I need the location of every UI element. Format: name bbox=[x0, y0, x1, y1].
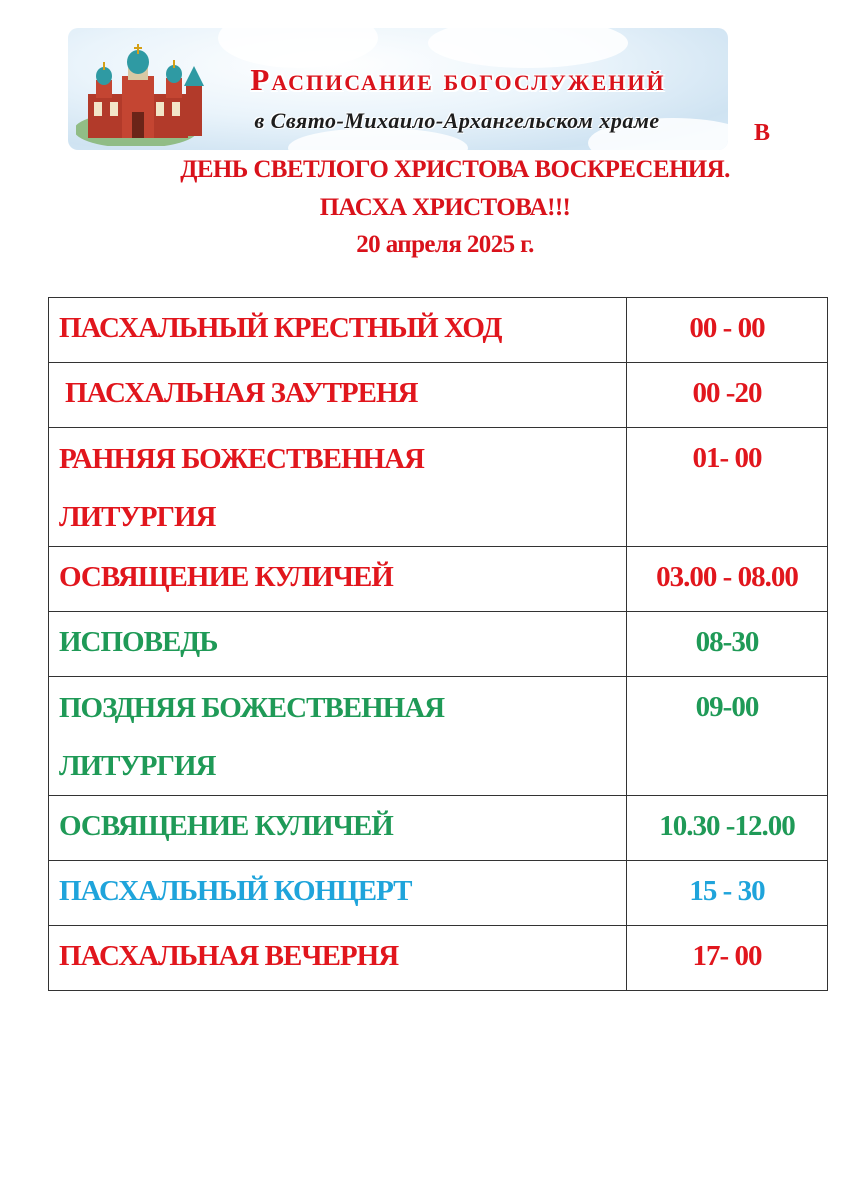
service-time: 03.00 - 08.00 bbox=[627, 547, 828, 612]
service-time: 10.30 -12.00 bbox=[627, 796, 828, 861]
heading-line-2: ПАСХА ХРИСТОВА!!! bbox=[319, 194, 571, 221]
service-name: ИСПОВЕДЬ bbox=[49, 612, 627, 677]
service-time: 01- 00 bbox=[627, 428, 828, 547]
service-name: ПАСХАЛЬНЫЙ КОНЦЕРТ bbox=[49, 861, 627, 926]
table-row bbox=[49, 547, 828, 612]
service-name-text: ПОЗДНЯЯ БОЖЕСТВЕННАЯ ЛИТУРГИЯ bbox=[59, 692, 445, 782]
service-name: ОСВЯЩЕНИЕ КУЛИЧЕЙ bbox=[49, 547, 627, 612]
banner-title: Расписание богослужений bbox=[250, 62, 666, 97]
table-row bbox=[49, 612, 828, 677]
table-row bbox=[49, 428, 828, 547]
schedule-table bbox=[48, 297, 828, 991]
table-row bbox=[49, 677, 828, 796]
service-name: ПАСХАЛЬНЫЙ КРЕСТНЫЙ ХОД bbox=[49, 298, 627, 363]
service-time: 09-00 bbox=[627, 677, 828, 796]
heading-prefix: В bbox=[753, 120, 770, 146]
service-name bbox=[49, 363, 627, 428]
table-row bbox=[49, 796, 828, 861]
table-row bbox=[49, 861, 828, 926]
heading-line-1: ДЕНЬ СВЕТЛОГО ХРИСТОВА ВОСКРЕСЕНИЯ. bbox=[180, 156, 730, 183]
service-time: 08-30 bbox=[627, 612, 828, 677]
service-time: 00 - 00 bbox=[627, 298, 828, 363]
header-banner bbox=[68, 28, 728, 150]
service-name-text: ПАСХАЛЬНАЯ ЗАУТРЕНЯ bbox=[65, 377, 418, 409]
service-name-text: РАННЯЯ БОЖЕСТВЕННАЯ ЛИТУРГИЯ bbox=[59, 443, 424, 533]
service-time: 15 - 30 bbox=[627, 861, 828, 926]
table-row bbox=[49, 926, 828, 991]
church-image bbox=[76, 42, 206, 146]
service-name: ОСВЯЩЕНИЕ КУЛИЧЕЙ bbox=[49, 796, 627, 861]
service-name bbox=[49, 428, 627, 547]
table-row bbox=[49, 363, 828, 428]
service-name: ПАСХАЛЬНАЯ ВЕЧЕРНЯ bbox=[49, 926, 627, 991]
table-row bbox=[49, 298, 828, 363]
service-time: 00 -20 bbox=[627, 363, 828, 428]
service-time: 17- 00 bbox=[627, 926, 828, 991]
banner-subtitle: в Свято-Михаило-Архангельском храме bbox=[254, 108, 660, 133]
heading-date: 20 апреля 2025 г. bbox=[356, 231, 534, 258]
service-name bbox=[49, 677, 627, 796]
